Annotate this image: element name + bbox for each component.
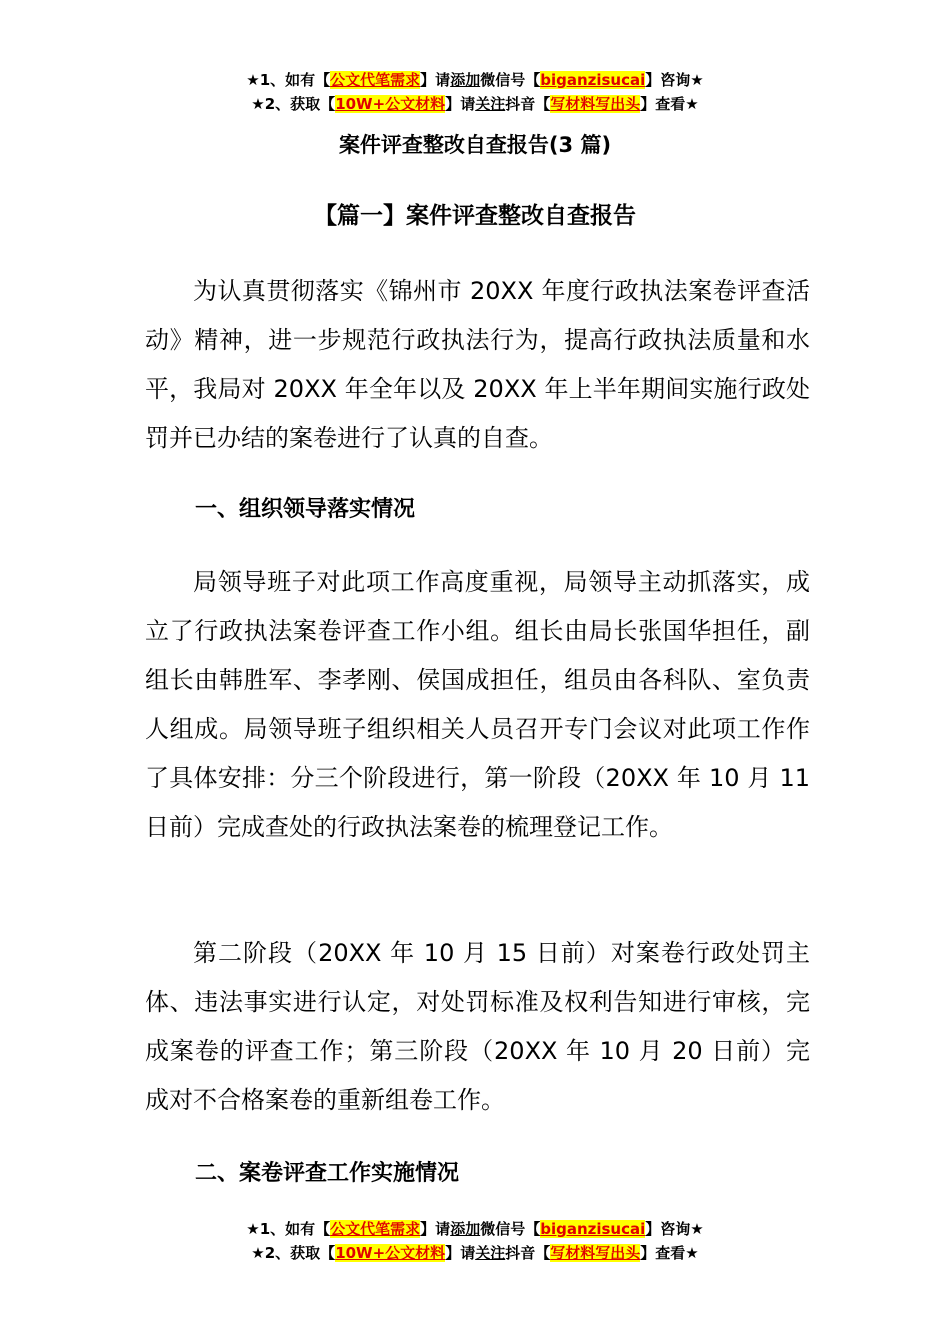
paragraph-text: 局领导班子对此项工作高度重视，局领导主动抓落实，成立了行政执法案卷评查工作小组。组长由局长张国华担任，副组长由韩胜军、李孝刚、侯国成担任，组员由各科队、室负责人组成。局领导班子组织相关人员召开专门会议对此项工作作了具体安排：分三个阶段进行，第一阶段（20XX 年 10 月 11 日前）完成查处的行政执法案卷的梳理登记工作。 bbox=[145, 568, 810, 841]
paragraph-1 bbox=[145, 267, 810, 463]
banner-underline: 添加 bbox=[450, 1220, 481, 1238]
banner-line-2 bbox=[0, 92, 950, 116]
part-title: 【篇一】案件评查整改自查报告 bbox=[314, 203, 636, 229]
banner-highlight: 写材料写出头 bbox=[550, 1244, 641, 1262]
banner-text: 】查看★ bbox=[640, 1244, 699, 1262]
section-heading-1: 一、组织领导落实情况 bbox=[195, 497, 416, 522]
top-banner bbox=[0, 68, 950, 116]
paragraph-3 bbox=[145, 929, 810, 1125]
banner-highlight: 公文代笔需求 bbox=[330, 1220, 421, 1238]
banner-underline: 添加 bbox=[450, 71, 481, 89]
banner-text: 】查看★ bbox=[640, 95, 699, 113]
banner-text: 】请 bbox=[420, 1220, 451, 1238]
banner-text: 】请 bbox=[445, 95, 476, 113]
paragraph-text: 第二阶段（20XX 年 10 月 15 日前）对案卷行政处罚主体、违法事实进行认定，对处罚标准及权利告知进行审核，完成案卷的评查工作；第三阶段（20XX 年 10 月 20 日前）完成对不合格案卷的重新组卷工作。 bbox=[145, 939, 810, 1114]
banner-text: 抖音【 bbox=[505, 1244, 551, 1262]
banner-line-1 bbox=[0, 1217, 950, 1241]
banner-text: 微信号【 bbox=[480, 71, 541, 89]
banner-text: ★2、获取【 bbox=[251, 1244, 336, 1262]
banner-text: 】咨询★ bbox=[645, 1220, 704, 1238]
banner-text: 】咨询★ bbox=[645, 71, 704, 89]
section-heading-2: 二、案卷评查工作实施情况 bbox=[195, 1161, 460, 1186]
paragraph-2 bbox=[145, 558, 810, 852]
banner-underline: 关注 bbox=[475, 95, 506, 113]
banner-highlight: 10W+公文材料 bbox=[335, 95, 446, 113]
banner-text: 】请 bbox=[445, 1244, 476, 1262]
banner-text: ★1、如有【 bbox=[246, 71, 331, 89]
banner-text: ★1、如有【 bbox=[246, 1220, 331, 1238]
banner-line-1 bbox=[0, 68, 950, 92]
banner-highlight: biganzisucai bbox=[540, 71, 646, 89]
banner-underline: 关注 bbox=[475, 1244, 506, 1262]
banner-text: 微信号【 bbox=[480, 1220, 541, 1238]
banner-highlight: 公文代笔需求 bbox=[330, 71, 421, 89]
banner-text: 抖音【 bbox=[505, 95, 551, 113]
banner-highlight: 写材料写出头 bbox=[550, 95, 641, 113]
banner-line-2 bbox=[0, 1241, 950, 1265]
banner-text: 】请 bbox=[420, 71, 451, 89]
banner-highlight: biganzisucai bbox=[540, 1220, 646, 1238]
bottom-banner bbox=[0, 1217, 950, 1265]
paragraph-text: 为认真贯彻落实《锦州市 20XX 年度行政执法案卷评查活动》精神，进一步规范行政执法行为，提高行政执法质量和水平，我局对 20XX 年全年以及 20XX 年上半年期间实施行政处罚并已办结的案卷进行了认真的自查。 bbox=[145, 277, 810, 452]
document-title: 案件评查整改自查报告(3 篇) bbox=[338, 133, 612, 157]
banner-highlight: 10W+公文材料 bbox=[335, 1244, 446, 1262]
banner-text: ★2、获取【 bbox=[251, 95, 336, 113]
